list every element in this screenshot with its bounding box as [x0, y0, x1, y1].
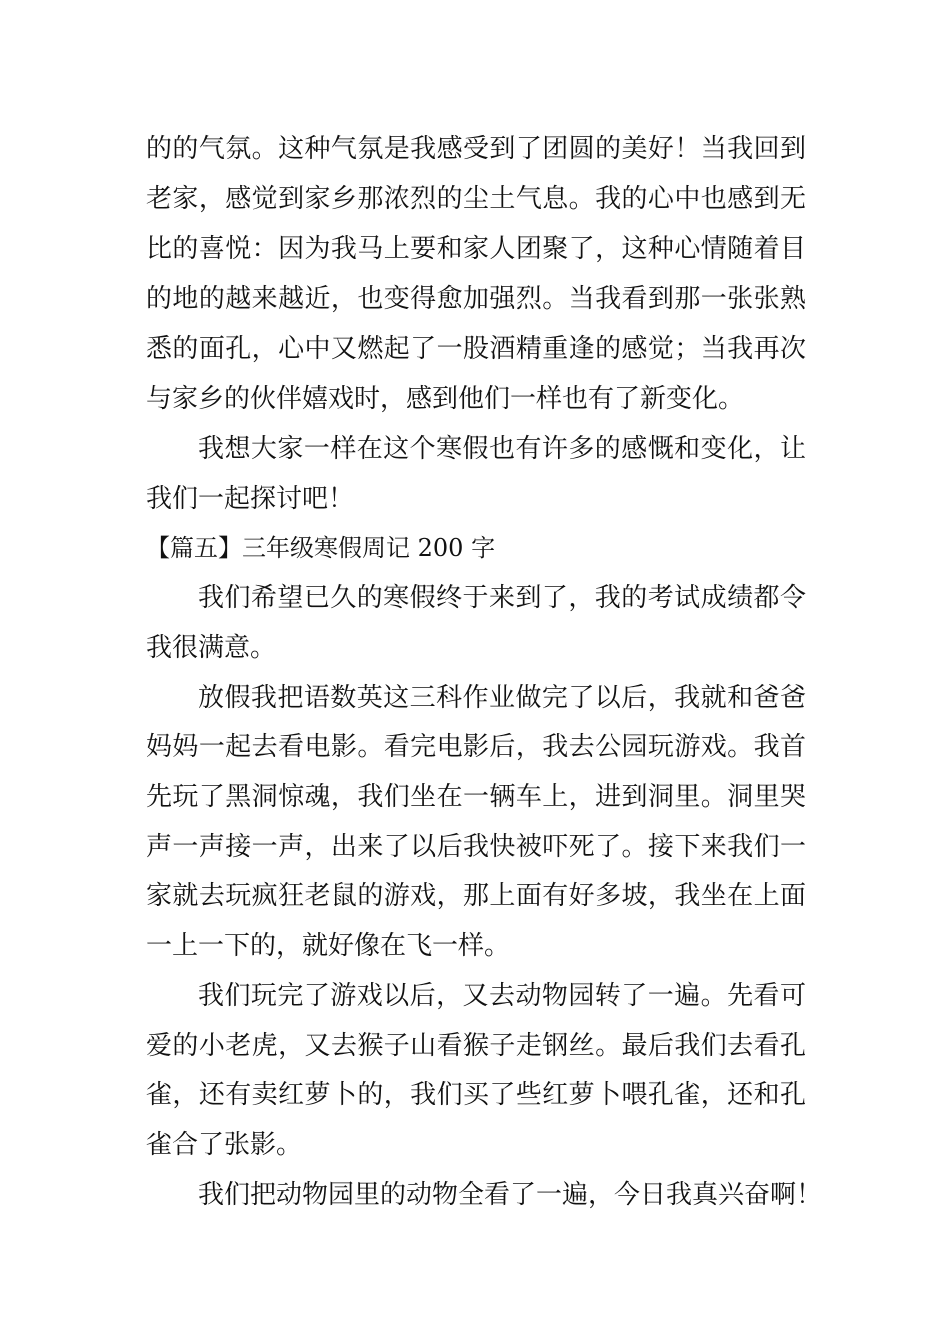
paragraph-4-line-5: 家就去玩疯狂老鼠的游戏，那上面有好多坡，我坐在上面 — [146, 881, 806, 911]
paragraph-2-line-1: 我想大家一样在这个寒假也有许多的感慨和变化，让 — [198, 434, 806, 464]
paragraph-5-line-1: 我们玩完了游戏以后，又去动物园转了一遍。先看可 — [198, 981, 806, 1011]
paragraph-4-line-1: 放假我把语数英这三科作业做完了以后，我就和爸爸 — [198, 683, 806, 713]
paragraph-5-line-2: 爱的小老虎，又去猴子山看猴子走钢丝。最后我们去看孔 — [146, 1031, 806, 1061]
paragraph-3-line-1: 我们希望已久的寒假终于来到了，我的考试成绩都令 — [198, 583, 806, 613]
paragraph-5-line-3: 雀，还有卖红萝卜的，我们买了些红萝卜喂孔雀，还和孔 — [146, 1080, 806, 1110]
paragraph-1-line-3: 比的喜悦：因为我马上要和家人团聚了，这种心情随着目 — [146, 234, 806, 264]
paragraph-4-line-6: 一上一下的，就好像在飞一样。 — [146, 931, 511, 961]
paragraph-4-line-2: 妈妈一起去看电影。看完电影后，我去公园玩游戏。我首 — [146, 732, 806, 762]
paragraph-1-line-6: 与家乡的伙伴嬉戏时，感到他们一样也有了新变化。 — [146, 384, 745, 414]
paragraph-3-line-2: 我很满意。 — [146, 633, 277, 663]
paragraph-2-line-2: 我们一起探讨吧！ — [146, 484, 355, 514]
section-heading: 【篇五】三年级寒假周记 200 字 — [146, 534, 496, 562]
paragraph-1-line-1: 的的气氛。这种气氛是我感受到了团圆的美好！当我回到 — [146, 134, 806, 164]
paragraph-5-line-4: 雀合了张影。 — [146, 1130, 303, 1160]
paragraph-1-line-4: 的地的越来越近，也变得愈加强烈。当我看到那一张张熟 — [146, 284, 806, 314]
paragraph-4-line-3: 先玩了黑洞惊魂，我们坐在一辆车上，进到洞里。洞里哭 — [146, 782, 806, 812]
paragraph-1-line-2: 老家，感觉到家乡那浓烈的尘土气息。我的心中也感到无 — [146, 184, 806, 214]
paragraph-6-line-1: 我们把动物园里的动物全看了一遍，今日我真兴奋啊！ — [198, 1180, 823, 1210]
paragraph-4-line-4: 声一声接一声，出来了以后我快被吓死了。接下来我们一 — [146, 832, 806, 862]
paragraph-1-line-5: 悉的面孔，心中又燃起了一股酒精重逢的感觉；当我再次 — [146, 334, 806, 364]
